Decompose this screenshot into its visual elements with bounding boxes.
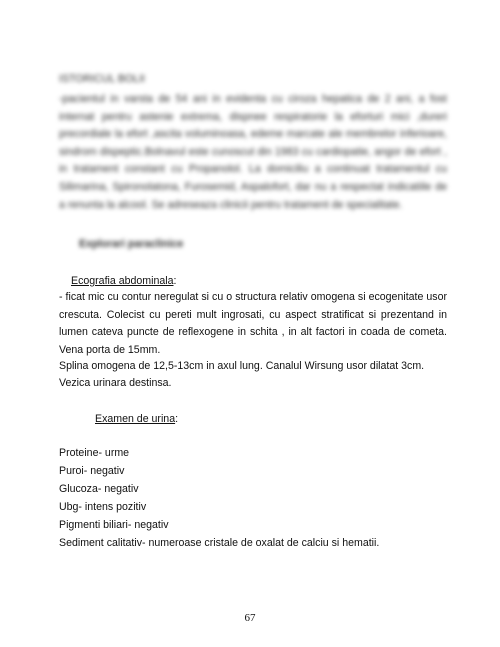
bladder-line: Vezica urinara destinsa. bbox=[59, 377, 172, 389]
ultrasound-heading-line bbox=[71, 274, 176, 288]
history-paragraph: -pacientul in varsta de 54 ani in evidenta cu ciroza hepatica de 2 ani, a fost internat pentru astenie extrema, dispnee respiratorie la eforturi mici ,dureri precordiale la efort ,ascita voluminoasa, edeme marcate ale membrelor inferioare, sindrom dispeptic.Bolnavul este cunoscut din 1983 cu cardiopatie, angor de efort , in tratament constant cu Propanolol. La domiciliu a continuat tratamentul cu Silimarina, Spironolatona, Furosemid, Aspalofort, dar nu a respectat indicatiile de a renunta la alcool. Se adreseaza clinicii pentru tratament de specialitate. bbox=[59, 93, 447, 211]
explorations-heading: Explorari paraclinice bbox=[79, 238, 184, 250]
ultrasound-heading: Ecografia abdominala bbox=[71, 275, 174, 287]
urine-colon: : bbox=[175, 413, 179, 425]
urine-item: Pigmenti biliari- negativ bbox=[59, 519, 169, 531]
urine-item: Proteine- urme bbox=[59, 447, 130, 459]
urine-item: Glucoza- negativ bbox=[59, 483, 139, 495]
urine-item: Puroi- negativ bbox=[59, 465, 125, 477]
urine-heading-line bbox=[95, 412, 178, 426]
ultrasound-colon: : bbox=[173, 275, 177, 287]
urine-heading: Examen de urina bbox=[95, 413, 176, 425]
urine-item: Sediment calitativ- numeroase cristale de oxalat de calciu si hematii. bbox=[59, 537, 380, 549]
spleen-line: Splina omogena de 12,5-13cm in axul lung. Canalul Wirsung usor dilatat 3cm. bbox=[59, 360, 425, 372]
history-heading: ISTORICUL BOLII bbox=[59, 73, 145, 85]
page-number: 67 bbox=[244, 612, 256, 624]
urine-item: Ubg- intens pozitiv bbox=[59, 501, 147, 513]
ultrasound-paragraph: - ficat mic cu contur neregulat si cu o structura relativ omogena si ecogenitate usor crescuta. Colecist cu pereti mult ingrosati, cu aspect stratificat si prezentand in lumen cateva puncte de reflexogene in schita , in alt factori in coada de cometa. Vena porta de 15mm. bbox=[59, 291, 447, 356]
